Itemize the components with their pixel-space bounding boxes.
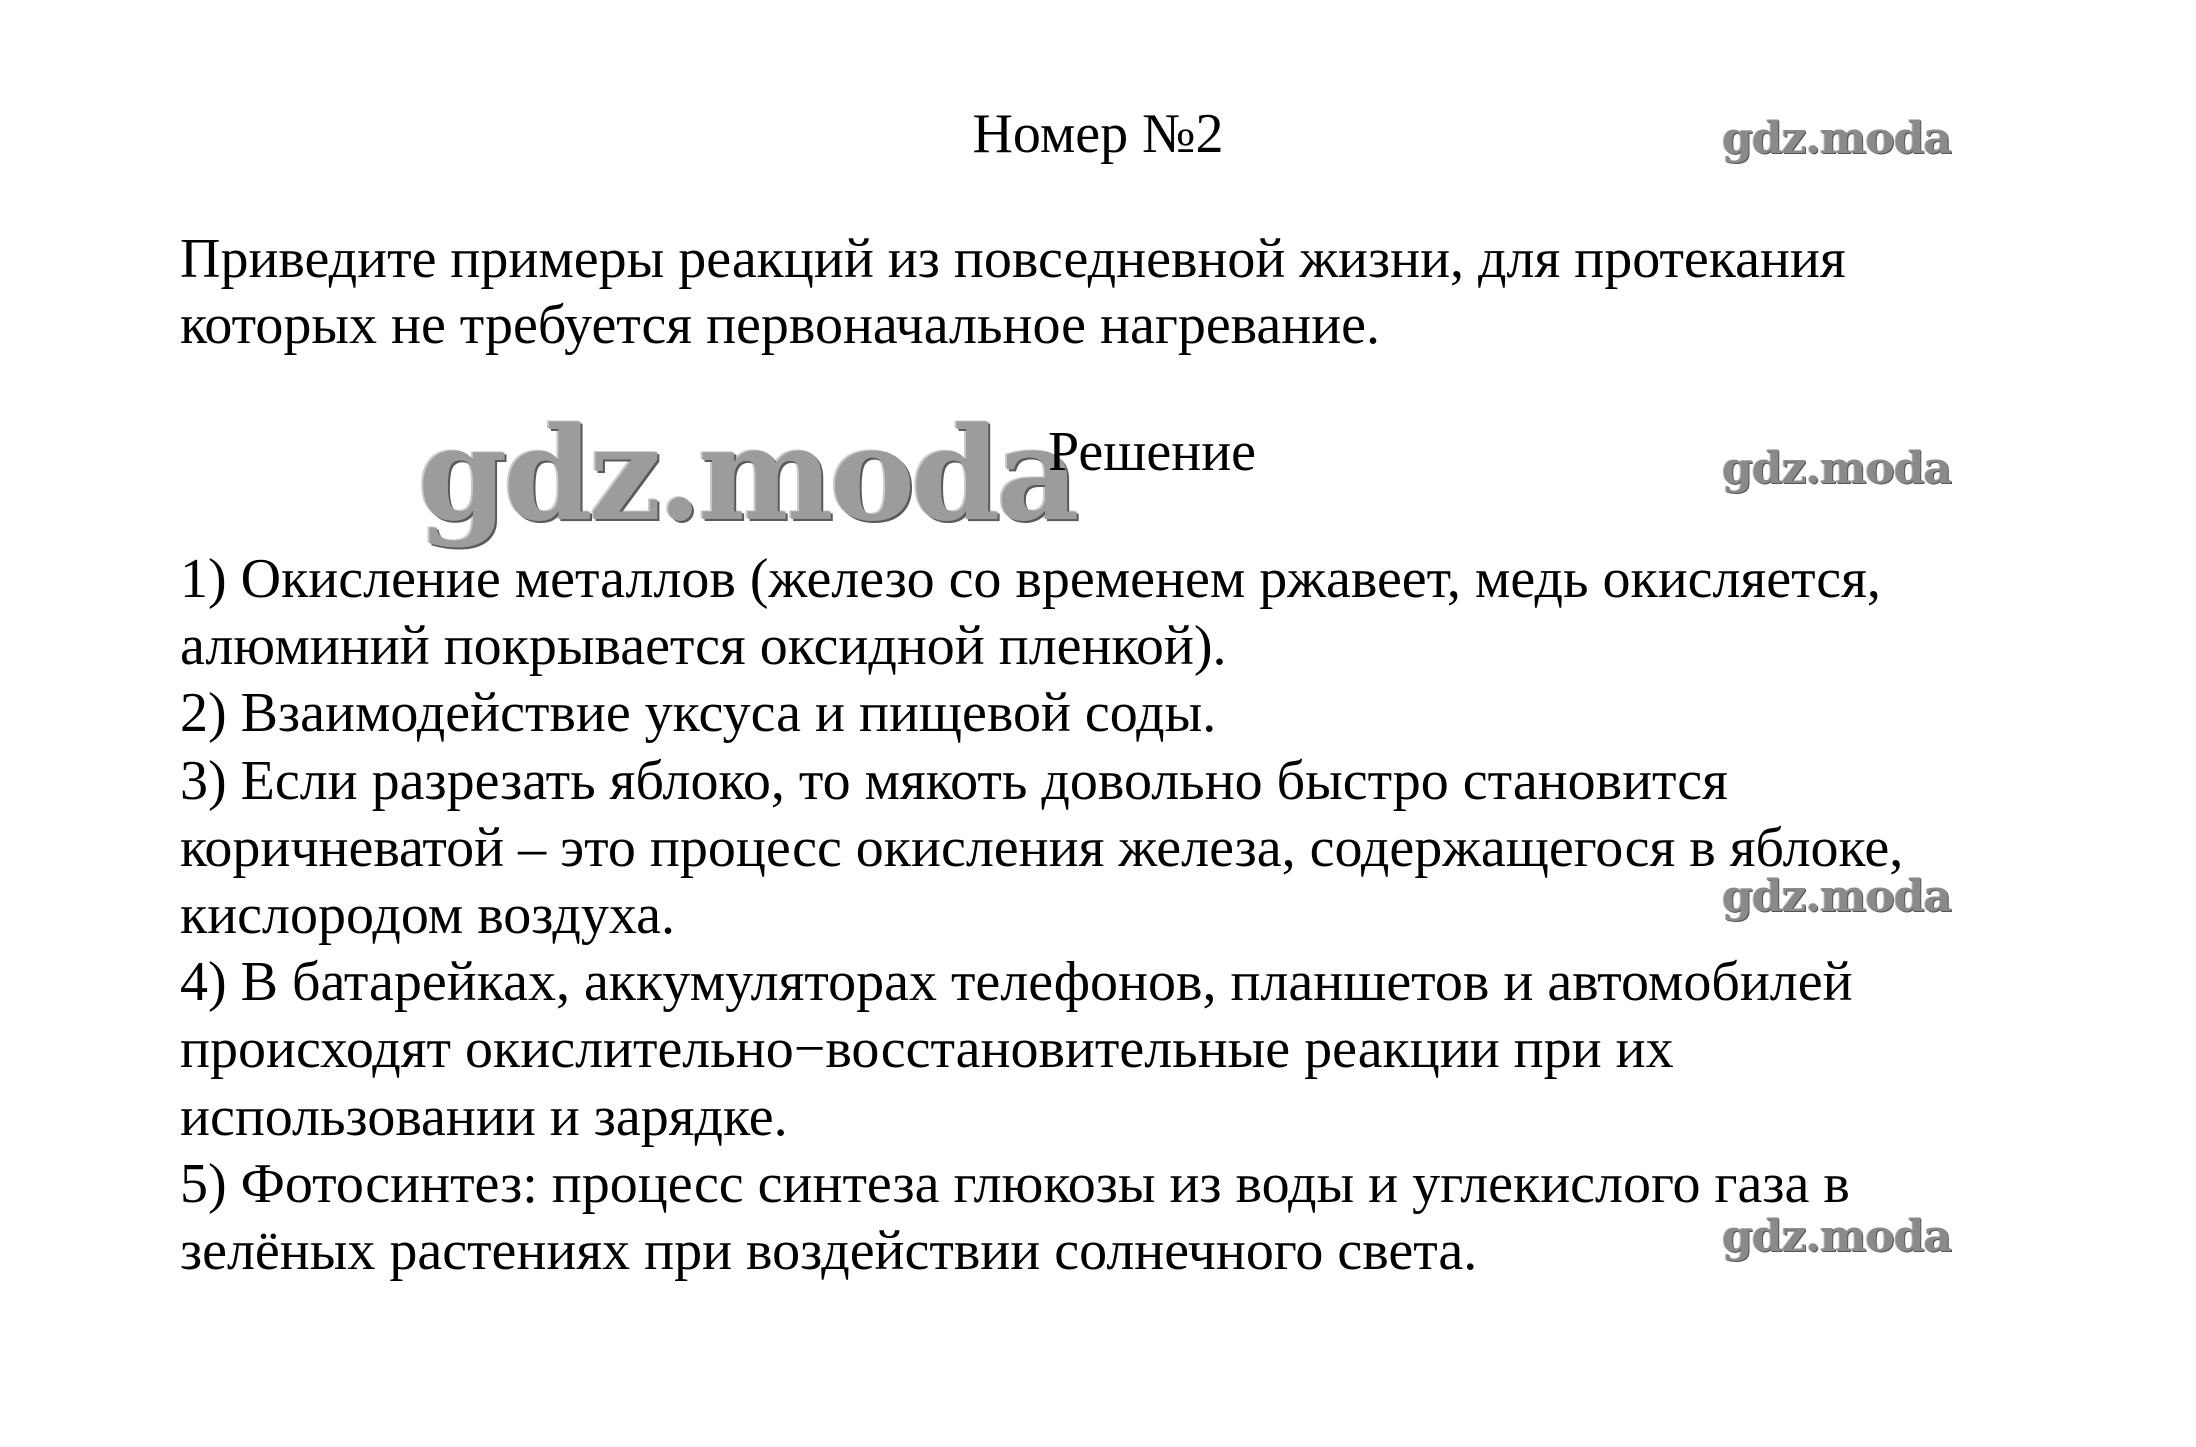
watermark-logo-small: gdz.moda — [1722, 871, 1952, 922]
answer-line: 3) Если разрезать яблоко, то мякоть довольно быстро становится — [180, 749, 1728, 812]
watermark-logo-large: gdz.moda — [418, 400, 1076, 550]
answer-line: кислородом воздуха. — [180, 884, 676, 947]
answer-line: происходят окислительно−восстановительные реакции при их — [180, 1018, 1674, 1081]
answer-line: 4) В батарейках, аккумуляторах телефонов, планшетов и автомобилей — [180, 951, 1853, 1014]
question-text — [180, 226, 2080, 358]
answer-line: зелёных растениях при воздействии солнечного света. — [180, 1220, 1478, 1283]
answer-line: алюминий покрывается оксидной пленкой). — [180, 615, 1227, 678]
watermark-logo-small: gdz.moda — [1722, 443, 1952, 494]
question-line: которых не требуется первоначальное нагревание. — [180, 294, 1381, 356]
answer-line: коричневатой – это процесс окисления железа, содержащегося в яблоке, — [180, 816, 1904, 879]
page-title: Номер №2 — [972, 103, 1224, 165]
answer-line: 2) Взаимодействие уксуса и пищевой соды. — [180, 682, 1217, 745]
solution-heading: Решение — [1048, 421, 1257, 483]
watermark-logo-small: gdz.moda — [1722, 113, 1952, 164]
watermark-logo-small: gdz.moda — [1722, 1211, 1952, 1262]
answer-line: использовании и зарядке. — [180, 1085, 788, 1148]
answer-line: 5) Фотосинтез: процесс синтеза глюкозы из воды и углекислого газа в — [180, 1152, 1850, 1215]
question-line: Приведите примеры реакций из повседневной жизни, для протекания — [180, 228, 1846, 290]
answer-line: 1) Окисление металлов (железо со временем ржавеет, медь окисляется, — [180, 548, 1881, 610]
